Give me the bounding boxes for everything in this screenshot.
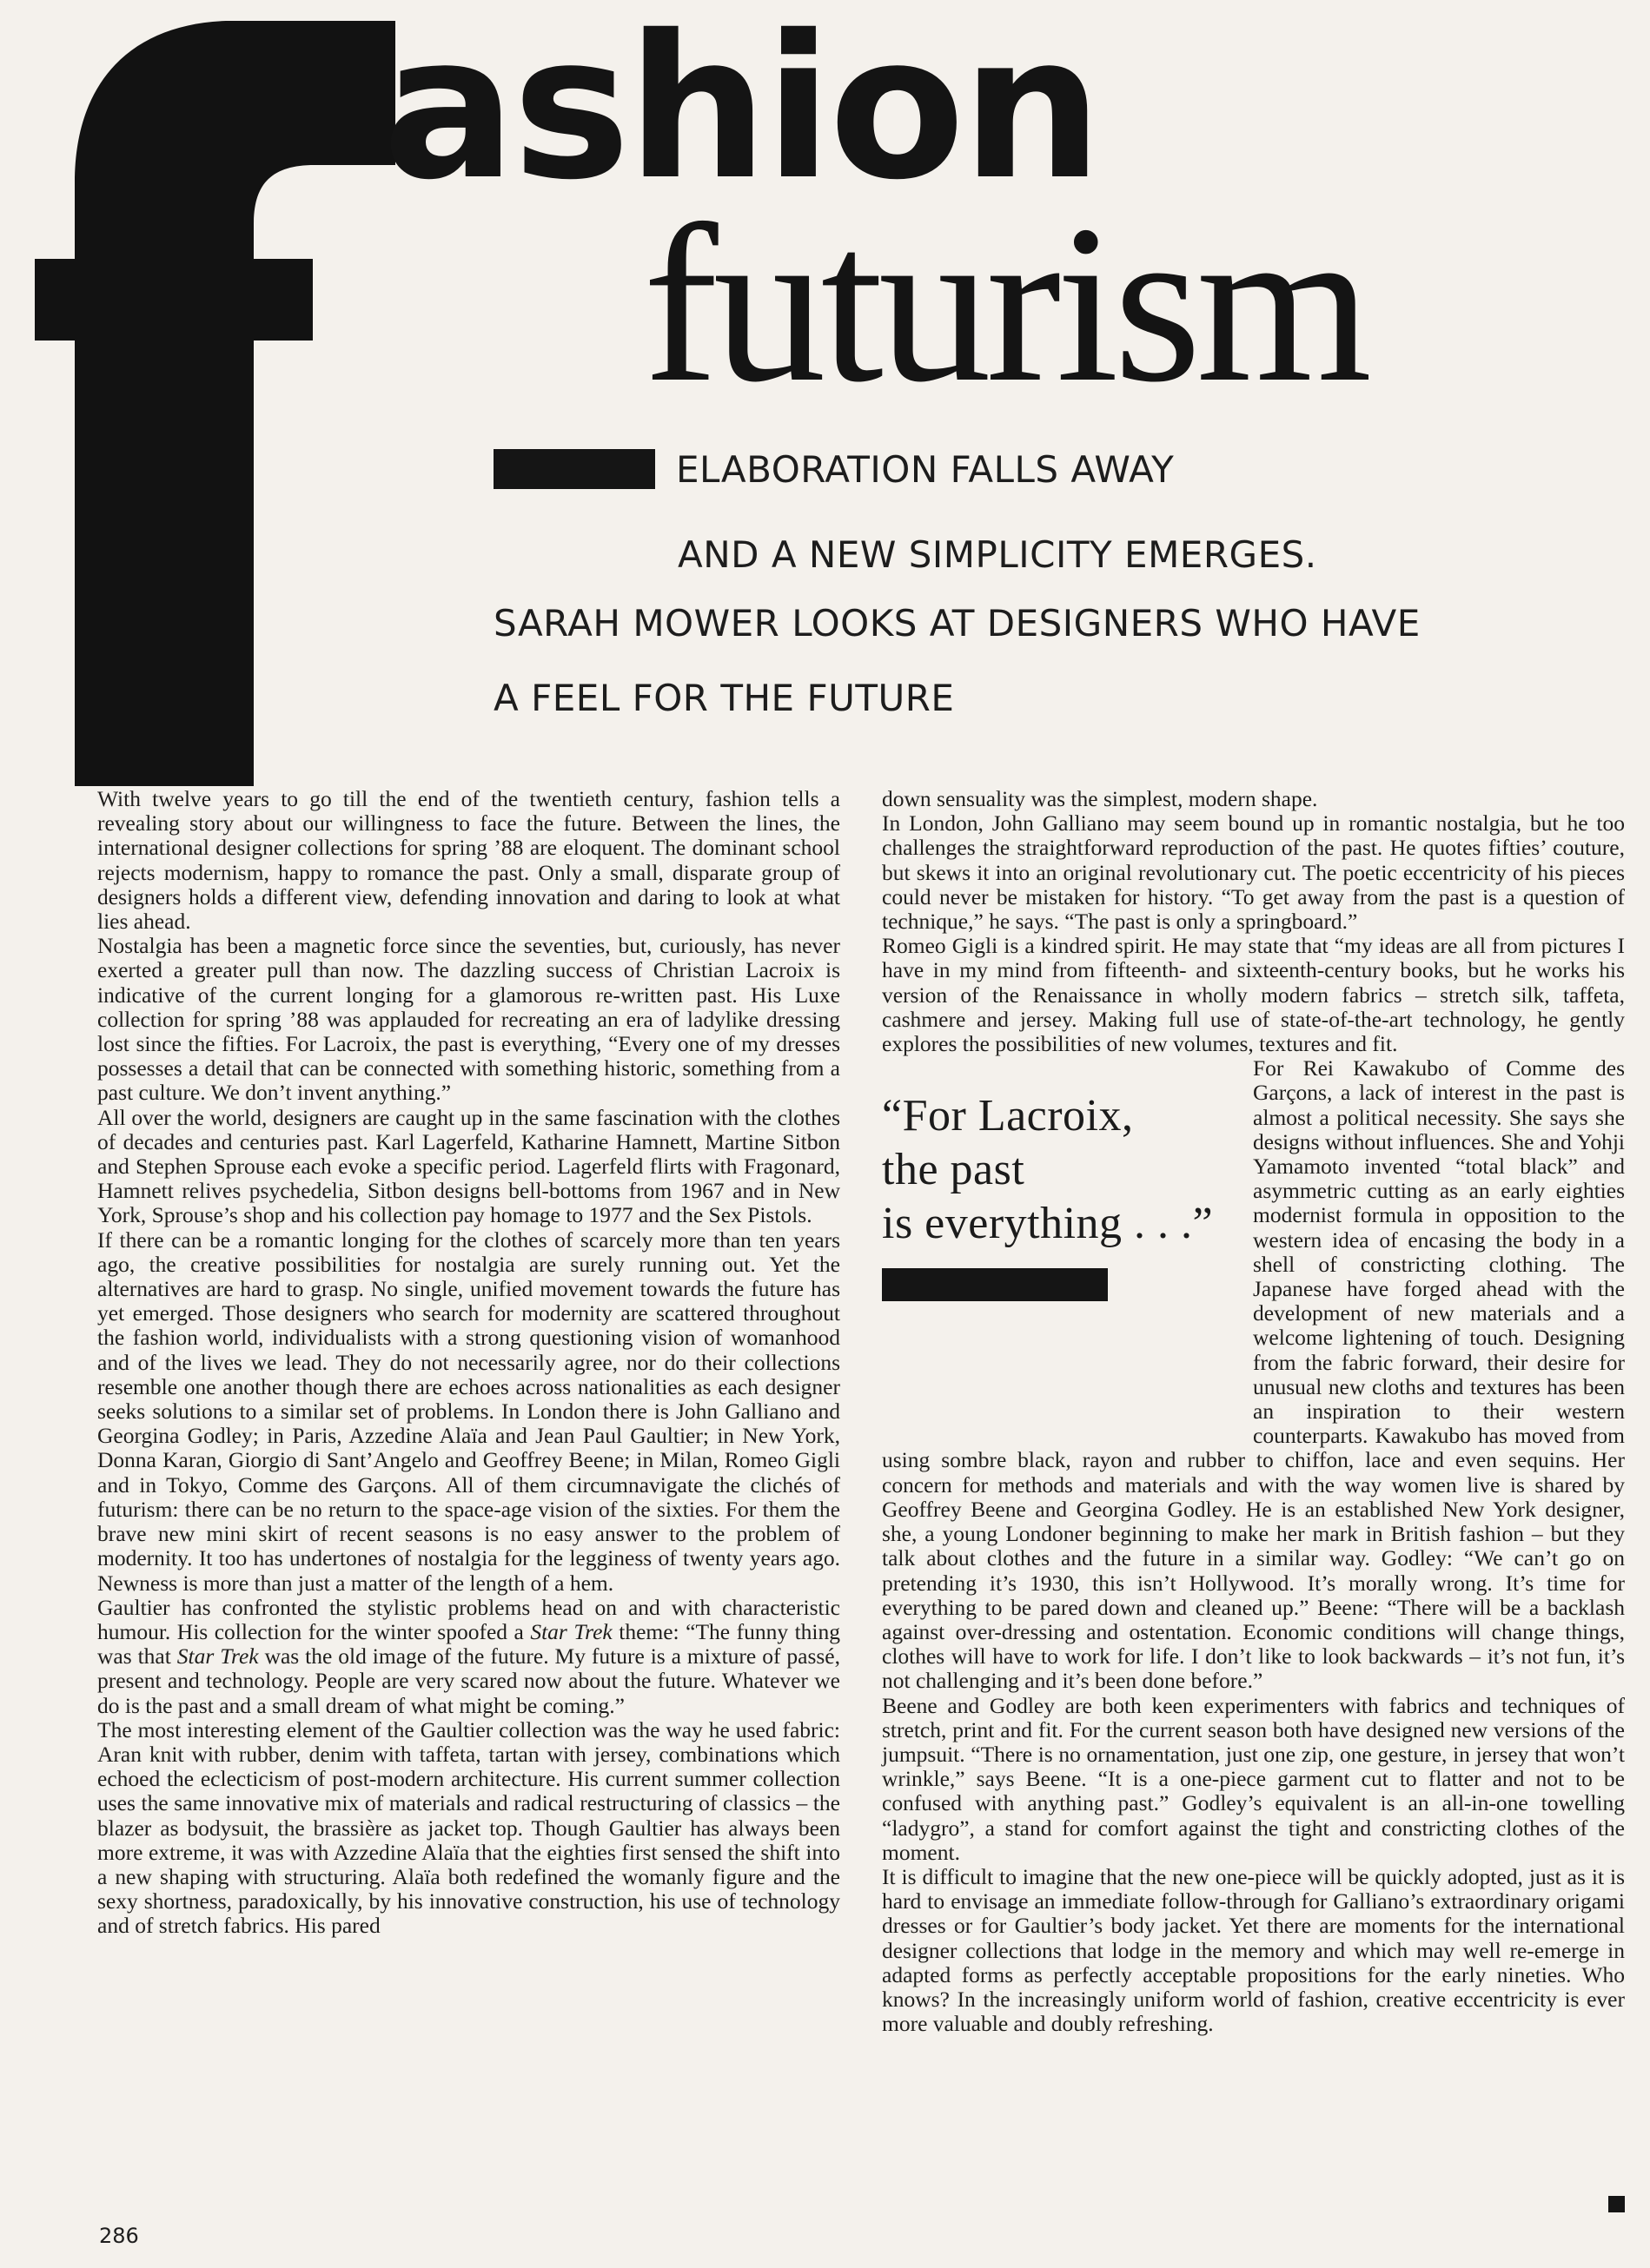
pull-quote-line: the past: [882, 1145, 1025, 1195]
article-paragraph: Nostalgia has been a magnetic force since the seventies, but, curiously, has never exerted a greater pull than now. The dazzling success of Christian Lacroix is indicative of the current longing for a glamorous re-written past. His Luxe collection for spring ’88 was applauded for recreating an era of ladylike dressing lost since the fifties. For Lacroix, the past is everything, “Every one of my dresses possesses a detail that can be connected with something historic, something from a past culture. We don’t invent anything.”: [97, 933, 840, 1106]
article-paragraph: Romeo Gigli is a kindred spirit. He may state that “my ideas are all from pictures I have in my mind from fifteenth- and sixteenth-century books, but he works his version of the Renaissance in wholly modern fabrics – stretch silk, taffeta, cashmere and jersey. Making full use of state-of-the-art technology, he gently explores the possibilities of new volumes, textures and fit.: [882, 933, 1625, 1057]
article-paragraph: All over the world, designers are caught up in the same fascination with the clothes of decades and centuries past. Karl Lagerfeld, Katharine Hamnett, Martine Sitbon and Stephen Sprouse each evoke a specific period. Lagerfeld flirts with Fragonard, Hamnett relives psychedelia, Sitbon designs bell-bottoms from 1967 and in New York, Sprouse’s shop and his collection pay homage to 1977 and the Sex Pistols.: [97, 1104, 840, 1228]
article-column-right: [882, 787, 1625, 2229]
text-run: was the old image of the future. My future is a mixture of passé, present and technology. People are very scared now about the future. Whatever we do is the past and a small dream of what might be coming.”: [97, 1643, 840, 1718]
article-paragraph: down sensuality was the simplest, modern shape.: [882, 786, 1318, 811]
deck-line-4: A FEEL FOR THE FUTURE: [494, 677, 955, 719]
text-run: theme: “The funny thing was that: [97, 1618, 841, 1670]
article-paragraph: It is difficult to imagine that the new one-piece will be quickly adopted, just as it is hard to envisage an immediate follow-through for Galliano’s extraordinary origami dresses or for Gaultier’s body jacket. Yet there are moments for the international designer collections that lodge in the memory and which may well re-emerge in adapted forms as perfectly acceptable propositions for the early nineties. Who knows? In the increasingly uniform world of fashion, creative eccentricity is ever more valuable and doubly refreshing.: [882, 1863, 1625, 2037]
article-paragraph: The most interesting element of the Gaultier collection was the way he used fabric: Aran knit with rubber, denim with taffeta, tartan with jersey, combinations which echoed the eclecticism of post-modern architecture. His current summer collection uses the same innovative mix of materials and radical restructuring of classics – the blazer as bodysuit, the brassière as jacket top. Though Gaultier has always been more extreme, it was with Azzedine Alaïa that the eighties first sensed the shift into a new shaping with structuring. Alaïa both redefined the womanly figure and the sexy shortness, paradoxically, by his innovative construction, his use of technology and of stretch fabrics. His pared: [97, 1716, 840, 1939]
italic-title: Star Trek: [176, 1643, 259, 1670]
pull-quote-block: [882, 1089, 1242, 1437]
article-paragraph: [97, 1596, 840, 1718]
deck-line-3: SARAH MOWER LOOKS AT DESIGNERS WHO HAVE: [494, 602, 1421, 645]
page-number: 286: [99, 2224, 139, 2248]
italic-title: Star Trek: [530, 1618, 613, 1644]
deck-black-bar: [494, 449, 655, 489]
pull-quote: [882, 1089, 1242, 1251]
pull-quote-line: “For Lacroix,: [882, 1091, 1134, 1141]
deck-line-1: ELABORATION FALLS AWAY: [676, 448, 1175, 491]
article-paragraph: Beene and Godley are both keen experimenters with fabrics and techniques of stretch, print and fit. For the current season both have designed new versions of the jumpsuit. “There is no ornamentation, just one zip, one gesture, in jersey that won’t wrinkle,” says Beene. “It is a one-piece garment cut to flatter and not to be confused with anything past.” Godley’s equivalent is an all-in-one towelling “ladygro”, a stand for comfort against the tight and constricting clothes of the moment.: [882, 1692, 1625, 1865]
article-column-left: [97, 787, 840, 2229]
text-run: Gaultier has confronted the stylistic problems head on and with characteristic humour. His collection for the winter spoofed a: [97, 1594, 840, 1644]
pull-quote-line: is everything . . .”: [882, 1199, 1214, 1249]
article-paragraph: In London, John Galliano may seem bound up in romantic nostalgia, but he too challenges the straightforward reproduction of the past. He quotes fifties’ couture, but skews it into an original revolutionary cut. The poetic eccentricity of his pieces could never be mistaken for history. “To get away from the past is a question of technique,” he says. “The past is only a springboard.”: [882, 810, 1625, 935]
pull-quote-black-bar: [882, 1268, 1108, 1301]
article-paragraph: If there can be a romantic longing for the clothes of scarcely more than ten years ago, the creative possibilities for nostalgia are surely running out. Yet the alternatives are hard to grasp. No single, unified movement towards the future has yet emerged. Those designers who search for modernity are scattered throughout the fashion world, individualists with a strong questioning vision of womanhood and of the lives we lead. They do not necessarily agree, nor do their collections resemble one another though there are echoes across nationalities as each designer seeks solutions to a similar set of problems. In London there is John Galliano and Georgina Godley; in Paris, Azzedine Alaïa and Jean Paul Gaultier; in New York, Donna Karan, Giorgio di Sant’Angelo and Geoffrey Beene; in Milan, Romeo Gigli and in Tokyo, Comme des Garçons. All of them circumnavigate the clichés of futurism: there can be no return to the space-age vision of the sixties. For them the brave new mini skirt of recent seasons is no easy answer to the problem of modernity. It too has undertones of nostalgia for the legginess of twenty years ago. Newness is more than just a matter of the length of a hem.: [97, 1227, 840, 1596]
article-paragraph: With twelve years to go till the end of the twentieth century, fashion tells a revealing story about our willingness to face the future. Between the lines, the international designer collections for spring ’88 are eloquent. The dominant school rejects modernism, happy to romance the past. Only a small, disparate group of designers holds a different view, defending innovation and daring to look at what lies ahead.: [97, 786, 840, 935]
end-mark-square: [1608, 2196, 1625, 2212]
deck-line-2: AND A NEW SIMPLICITY EMERGES.: [678, 533, 1317, 576]
headline-word-futurism: futurism: [643, 179, 1368, 429]
headline-word-ashion: ashion: [382, 0, 1099, 223]
article-paragraph: For Rei Kawakubo of Comme des Garçons, a lack of interest in the past is almost a political necessity. She says she designs without influences. She and Yohji Yamamoto invented “total black” and asymmetric cutting as an early eighties modernist formula in opposition to the western idea of encasing the body in a shell of constricting clothing. The Japanese have forged ahead with the development of new materials and a welcome lightening of touch. Designing from the fabric forward, their desire for unusual new cloths and textures has been an inspiration to their western counterparts. Kawakubo has moved from using sombre black, rayon and rubber to chiffon, lace and even sequins. Her concern for methods and materials and with the way women live is shared by Geoffrey Beene and Georgina Godley. He is an established New York designer, she, a young Londoner beginning to make her mark in British fashion – but they talk about clothes and the future in a similar way. Godley: “We can’t go on pretending it’s 1930, this isn’t Hollywood. It’s morally wrong. It’s time for everything to be pared down and cleaned up.” Beene: “There will be a backlash against over-dressing and ostentation. Economic conditions will change things, clothes will have to work for life. I don’t like to look backwards – it’s not fun, it’s not challenging and it’s been done before.”: [882, 1055, 1625, 1694]
